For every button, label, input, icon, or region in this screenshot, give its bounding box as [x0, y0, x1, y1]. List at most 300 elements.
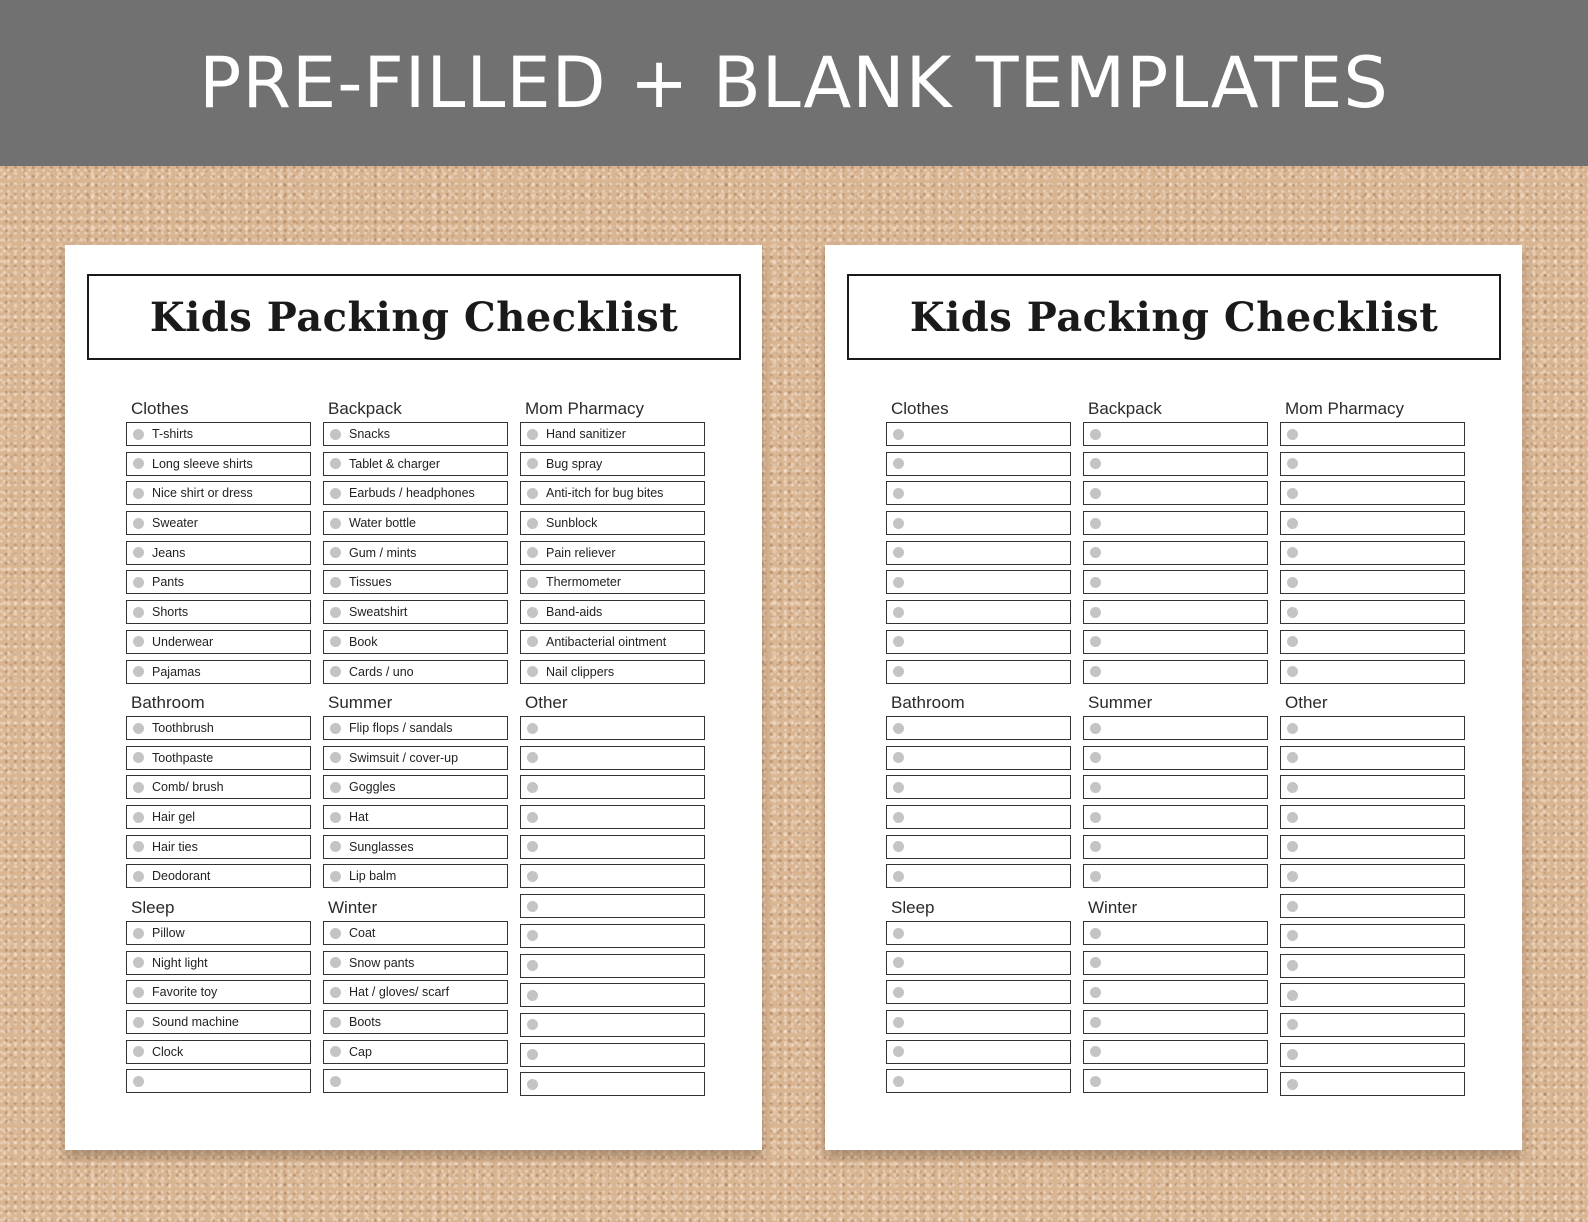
section-winter: [1083, 895, 1268, 1099]
checklist-item[interactable]: [1280, 600, 1465, 624]
checklist-item[interactable]: [520, 835, 705, 859]
checklist-item[interactable]: [1083, 541, 1268, 565]
checkbox-dot-icon[interactable]: [893, 1046, 904, 1057]
checklist-item[interactable]: [126, 511, 311, 535]
checkbox-dot-icon[interactable]: [330, 458, 341, 469]
checkbox-dot-icon[interactable]: [893, 429, 904, 440]
checkbox-dot-icon[interactable]: [527, 458, 538, 469]
checkbox-dot-icon[interactable]: [527, 666, 538, 677]
checklist-item[interactable]: [323, 951, 508, 975]
checklist-item[interactable]: [1280, 511, 1465, 535]
checkbox-dot-icon[interactable]: [527, 607, 538, 618]
checkbox-dot-icon[interactable]: [1090, 987, 1101, 998]
checkbox-dot-icon[interactable]: [1090, 1017, 1101, 1028]
checklist-item-label: Cap: [349, 1044, 372, 1059]
checkbox-dot-icon[interactable]: [1287, 488, 1298, 499]
section-heading: Mom Pharmacy: [1285, 399, 1405, 418]
checklist-item[interactable]: [126, 1040, 311, 1064]
checkbox-dot-icon[interactable]: [527, 547, 538, 558]
checkbox-dot-icon[interactable]: [1287, 960, 1298, 971]
checklist-item-label: Shorts: [152, 605, 189, 620]
checklist-item[interactable]: [1083, 570, 1268, 594]
checkbox-dot-icon[interactable]: [330, 841, 341, 852]
checkbox-dot-icon[interactable]: [1287, 782, 1298, 793]
checkbox-dot-icon[interactable]: [1090, 488, 1101, 499]
checkbox-dot-icon[interactable]: [893, 636, 904, 647]
checkbox-dot-icon[interactable]: [1090, 841, 1101, 852]
checkbox-dot-icon[interactable]: [133, 636, 144, 647]
checklist-item[interactable]: [1083, 511, 1268, 535]
checklist-item[interactable]: [886, 452, 1071, 476]
checkbox-dot-icon[interactable]: [893, 518, 904, 529]
checkbox-dot-icon[interactable]: [330, 812, 341, 823]
checkbox-dot-icon[interactable]: [893, 1076, 904, 1087]
section-other: [1280, 690, 1465, 1102]
section-heading: Summer: [1088, 693, 1153, 712]
checklist-item-label: Sunglasses: [349, 839, 414, 854]
checkbox-dot-icon[interactable]: [527, 1079, 538, 1090]
checklist-item-label: Toothpaste: [152, 750, 214, 765]
checkbox-dot-icon[interactable]: [1090, 928, 1101, 939]
checkbox-dot-icon[interactable]: [1090, 607, 1101, 618]
checklist-item[interactable]: [520, 452, 705, 476]
checkbox-dot-icon[interactable]: [133, 1046, 144, 1057]
checklist-item[interactable]: [1083, 980, 1268, 1004]
checklist-item[interactable]: [886, 716, 1071, 740]
checkbox-dot-icon[interactable]: [330, 957, 341, 968]
checklist-item-label: Hair gel: [152, 810, 196, 825]
checklist-item[interactable]: [1083, 1040, 1268, 1064]
checkbox-dot-icon[interactable]: [1287, 871, 1298, 882]
checklist-item-label: Sweater: [152, 516, 198, 531]
checklist-item[interactable]: [520, 864, 705, 888]
checklist-item[interactable]: [886, 1069, 1071, 1093]
checklist-item-label: Comb/ brush: [152, 780, 224, 795]
checklist-item[interactable]: [520, 600, 705, 624]
checkbox-dot-icon[interactable]: [527, 752, 538, 763]
checklist-item[interactable]: [126, 775, 311, 799]
checklist-item[interactable]: [126, 630, 311, 654]
checkbox-dot-icon[interactable]: [133, 1076, 144, 1087]
checklist-item[interactable]: [886, 600, 1071, 624]
checklist-item[interactable]: [886, 541, 1071, 565]
checkbox-dot-icon[interactable]: [133, 429, 144, 440]
checklist-item[interactable]: [1083, 660, 1268, 684]
checkbox-dot-icon[interactable]: [133, 782, 144, 793]
checkbox-dot-icon[interactable]: [527, 841, 538, 852]
checklist-item[interactable]: [886, 921, 1071, 945]
checkbox-dot-icon[interactable]: [330, 607, 341, 618]
checkbox-dot-icon[interactable]: [1090, 577, 1101, 588]
checklist-item[interactable]: [886, 1010, 1071, 1034]
checkbox-dot-icon[interactable]: [133, 547, 144, 558]
checklist-item[interactable]: [126, 716, 311, 740]
section-summer: [1083, 690, 1268, 894]
checklist-item[interactable]: [126, 600, 311, 624]
checklist-item[interactable]: [1280, 716, 1465, 740]
checklist-item-label: Hat: [349, 810, 369, 825]
checkbox-dot-icon[interactable]: [527, 1049, 538, 1060]
section-heading: Winter: [1088, 898, 1138, 917]
checklist-item[interactable]: [323, 630, 508, 654]
checkbox-dot-icon[interactable]: [1287, 577, 1298, 588]
checklist-item[interactable]: [886, 980, 1071, 1004]
checkbox-dot-icon[interactable]: [1090, 812, 1101, 823]
checklist-item[interactable]: [520, 541, 705, 565]
checkbox-dot-icon[interactable]: [893, 458, 904, 469]
checkbox-dot-icon[interactable]: [1090, 782, 1101, 793]
checkbox-dot-icon[interactable]: [330, 1076, 341, 1087]
checkbox-dot-icon[interactable]: [893, 488, 904, 499]
checklist-item[interactable]: [126, 570, 311, 594]
checklist-item[interactable]: [126, 660, 311, 684]
checkbox-dot-icon[interactable]: [1287, 752, 1298, 763]
checkbox-dot-icon[interactable]: [330, 782, 341, 793]
checkbox-dot-icon[interactable]: [330, 488, 341, 499]
checklist-item[interactable]: [126, 541, 311, 565]
checklist-item[interactable]: [886, 775, 1071, 799]
checklist-item[interactable]: [520, 511, 705, 535]
checklist-item-label: Sunblock: [546, 516, 598, 531]
checklist-item[interactable]: [1083, 951, 1268, 975]
checkbox-dot-icon[interactable]: [527, 901, 538, 912]
checklist-item[interactable]: [886, 864, 1071, 888]
checkbox-dot-icon[interactable]: [330, 666, 341, 677]
checkbox-dot-icon[interactable]: [527, 871, 538, 882]
checkbox-dot-icon[interactable]: [1287, 666, 1298, 677]
checkbox-dot-icon[interactable]: [527, 518, 538, 529]
checkbox-dot-icon[interactable]: [133, 607, 144, 618]
section-mom-pharmacy: [1280, 396, 1465, 689]
checkbox-dot-icon[interactable]: [1090, 666, 1101, 677]
checkbox-dot-icon[interactable]: [893, 987, 904, 998]
checkbox-dot-icon[interactable]: [330, 752, 341, 763]
checklist-item[interactable]: [323, 716, 508, 740]
checkbox-dot-icon[interactable]: [893, 871, 904, 882]
checkbox-dot-icon[interactable]: [330, 577, 341, 588]
checkbox-dot-icon[interactable]: [133, 1017, 144, 1028]
checkbox-dot-icon[interactable]: [133, 871, 144, 882]
checklist-item-label: Antibacterial ointment: [546, 634, 667, 649]
checklist-item[interactable]: [1083, 452, 1268, 476]
checkbox-dot-icon[interactable]: [1090, 429, 1101, 440]
section-heading: Clothes: [891, 399, 949, 418]
checklist-item[interactable]: [126, 1010, 311, 1034]
checklist-item[interactable]: [1280, 1043, 1465, 1067]
checklist-item[interactable]: [323, 746, 508, 770]
checklist-item[interactable]: [1083, 1069, 1268, 1093]
checkbox-dot-icon[interactable]: [527, 782, 538, 793]
checkbox-dot-icon[interactable]: [527, 723, 538, 734]
checkbox-dot-icon[interactable]: [133, 488, 144, 499]
checkbox-dot-icon[interactable]: [527, 960, 538, 971]
checkbox-dot-icon[interactable]: [1090, 547, 1101, 558]
checkbox-dot-icon[interactable]: [1287, 636, 1298, 647]
checklist-item[interactable]: [520, 746, 705, 770]
checklist-item[interactable]: [886, 570, 1071, 594]
checkbox-dot-icon[interactable]: [893, 752, 904, 763]
checklist-item[interactable]: [126, 921, 311, 945]
checkbox-dot-icon[interactable]: [133, 841, 144, 852]
checkbox-dot-icon[interactable]: [133, 928, 144, 939]
checkbox-dot-icon[interactable]: [1090, 636, 1101, 647]
checkbox-dot-icon[interactable]: [893, 957, 904, 968]
checkbox-dot-icon[interactable]: [330, 723, 341, 734]
checkbox-dot-icon[interactable]: [1287, 429, 1298, 440]
checklist-item[interactable]: [323, 511, 508, 535]
section-heading: Mom Pharmacy: [525, 399, 645, 418]
section-heading: Bathroom: [131, 693, 205, 712]
checkbox-dot-icon[interactable]: [1090, 518, 1101, 529]
checklist-item[interactable]: [1083, 481, 1268, 505]
section-mom-pharmacy: [520, 396, 705, 689]
checklist-item[interactable]: [1280, 570, 1465, 594]
checklist-item-label: Night light: [152, 955, 208, 970]
checklist-item[interactable]: [126, 980, 311, 1004]
checkbox-dot-icon[interactable]: [1287, 1019, 1298, 1030]
checkbox-dot-icon[interactable]: [330, 636, 341, 647]
checklist-item-label: Pain reliever: [546, 545, 616, 560]
checkbox-dot-icon[interactable]: [330, 871, 341, 882]
checklist-item[interactable]: [323, 452, 508, 476]
checkbox-dot-icon[interactable]: [1090, 458, 1101, 469]
checklist-item[interactable]: [1280, 983, 1465, 1007]
checkbox-dot-icon[interactable]: [133, 812, 144, 823]
checkbox-dot-icon[interactable]: [330, 987, 341, 998]
section-bathroom: [126, 690, 311, 894]
checkbox-dot-icon[interactable]: [133, 458, 144, 469]
checkbox-dot-icon[interactable]: [527, 577, 538, 588]
section-heading: Winter: [328, 898, 378, 917]
checkbox-dot-icon[interactable]: [330, 1017, 341, 1028]
checkbox-dot-icon[interactable]: [1287, 841, 1298, 852]
checkbox-dot-icon[interactable]: [133, 752, 144, 763]
checklist-item[interactable]: [1280, 805, 1465, 829]
title-box: [847, 274, 1501, 360]
checklist-item[interactable]: [323, 775, 508, 799]
checklist-item[interactable]: [323, 835, 508, 859]
checkbox-dot-icon[interactable]: [1090, 1046, 1101, 1057]
checklist-item[interactable]: [520, 1043, 705, 1067]
checklist-item[interactable]: [323, 1040, 508, 1064]
checklist-item[interactable]: [126, 835, 311, 859]
checkbox-dot-icon[interactable]: [893, 812, 904, 823]
checklist-item[interactable]: [1280, 660, 1465, 684]
checklist-item[interactable]: [886, 835, 1071, 859]
checklist-item[interactable]: [1083, 422, 1268, 446]
checkbox-dot-icon[interactable]: [1287, 607, 1298, 618]
checklist-item[interactable]: [886, 511, 1071, 535]
checkbox-dot-icon[interactable]: [527, 812, 538, 823]
checkbox-dot-icon[interactable]: [893, 841, 904, 852]
checklist-item[interactable]: [886, 805, 1071, 829]
checklist-item[interactable]: [126, 746, 311, 770]
checklist-item-label: Cards / uno: [349, 664, 414, 679]
checkbox-dot-icon[interactable]: [1287, 1049, 1298, 1060]
checkbox-dot-icon[interactable]: [893, 1017, 904, 1028]
section-summer: [323, 690, 508, 894]
checklist-item[interactable]: [520, 630, 705, 654]
checkbox-dot-icon[interactable]: [133, 987, 144, 998]
checklist-item[interactable]: [1280, 775, 1465, 799]
checklist-item[interactable]: [520, 660, 705, 684]
checklist-item[interactable]: [1280, 481, 1465, 505]
checkbox-dot-icon[interactable]: [133, 577, 144, 588]
checklist-item[interactable]: [126, 805, 311, 829]
checklist-item[interactable]: [323, 600, 508, 624]
checklist-item[interactable]: [1083, 1010, 1268, 1034]
checklist-item[interactable]: [886, 1040, 1071, 1064]
checklist-item[interactable]: [323, 1069, 508, 1093]
checklist-item[interactable]: [520, 775, 705, 799]
checklist-item[interactable]: [886, 951, 1071, 975]
checkbox-dot-icon[interactable]: [1287, 812, 1298, 823]
checklist-item[interactable]: [126, 951, 311, 975]
checklist-item[interactable]: [886, 660, 1071, 684]
banner: [0, 0, 1588, 166]
checkbox-dot-icon[interactable]: [330, 429, 341, 440]
checklist-item[interactable]: [1083, 835, 1268, 859]
checkbox-dot-icon[interactable]: [1287, 547, 1298, 558]
prefilled-checklist-sheet: [65, 245, 762, 1150]
checkbox-dot-icon[interactable]: [330, 547, 341, 558]
checklist-item[interactable]: [126, 422, 311, 446]
checklist-item[interactable]: [126, 864, 311, 888]
checkbox-dot-icon[interactable]: [893, 782, 904, 793]
section-sleep: [126, 895, 311, 1099]
checklist-item[interactable]: [1083, 746, 1268, 770]
checklist-item[interactable]: [323, 921, 508, 945]
sheet-title: Kids Packing Checklist: [909, 293, 1439, 341]
checklist-item[interactable]: [323, 980, 508, 1004]
checklist-item-label: Snow pants: [349, 955, 415, 970]
checklist-item[interactable]: [1280, 630, 1465, 654]
checklist-item[interactable]: [1280, 894, 1465, 918]
checklist-item[interactable]: [323, 481, 508, 505]
checkbox-dot-icon[interactable]: [893, 723, 904, 734]
checklist-item[interactable]: [1083, 805, 1268, 829]
checkbox-dot-icon[interactable]: [1287, 1079, 1298, 1090]
checkbox-dot-icon[interactable]: [133, 666, 144, 677]
checkbox-dot-icon[interactable]: [527, 488, 538, 499]
checkbox-dot-icon[interactable]: [1090, 1076, 1101, 1087]
checklist-item-label: Coat: [349, 926, 376, 940]
checklist-item[interactable]: [886, 746, 1071, 770]
section-clothes: [126, 396, 311, 689]
sheet-title: Kids Packing Checklist: [149, 293, 679, 341]
checklist-item[interactable]: [323, 864, 508, 888]
checklist-item[interactable]: [126, 452, 311, 476]
checkbox-dot-icon[interactable]: [1287, 458, 1298, 469]
checkbox-dot-icon[interactable]: [893, 666, 904, 677]
section-winter: [323, 895, 508, 1099]
checkbox-dot-icon[interactable]: [1287, 930, 1298, 941]
checklist-item[interactable]: [323, 660, 508, 684]
checklist-item-label: Water bottle: [349, 516, 416, 531]
checklist-item[interactable]: [323, 422, 508, 446]
checklist-item[interactable]: [1280, 924, 1465, 948]
checklist-item[interactable]: [1280, 864, 1465, 888]
checklist-item[interactable]: [1280, 835, 1465, 859]
checkbox-dot-icon[interactable]: [330, 1046, 341, 1057]
checklist-item[interactable]: [1280, 746, 1465, 770]
checkbox-dot-icon[interactable]: [1287, 723, 1298, 734]
checkbox-dot-icon[interactable]: [893, 928, 904, 939]
checklist-item[interactable]: [520, 954, 705, 978]
section-backpack: [1083, 396, 1268, 689]
checklist-item[interactable]: [520, 481, 705, 505]
checklist-item[interactable]: [323, 570, 508, 594]
section-backpack: [323, 396, 508, 689]
checklist-item[interactable]: [1280, 422, 1465, 446]
blank-checklist-sheet: [825, 245, 1522, 1150]
checklist-item[interactable]: [520, 422, 705, 446]
checklist-item[interactable]: [886, 481, 1071, 505]
checkbox-dot-icon[interactable]: [1090, 871, 1101, 882]
checklist-item[interactable]: [126, 481, 311, 505]
checkbox-dot-icon[interactable]: [1287, 901, 1298, 912]
checklist-item[interactable]: [886, 630, 1071, 654]
checklist-item[interactable]: [1083, 921, 1268, 945]
checkbox-dot-icon[interactable]: [330, 928, 341, 939]
checklist-item[interactable]: [1280, 1013, 1465, 1037]
checkbox-dot-icon[interactable]: [893, 577, 904, 588]
checklist-item[interactable]: [126, 1069, 311, 1093]
checklist-item[interactable]: [323, 1010, 508, 1034]
section-bathroom: [886, 690, 1071, 894]
checklist-item[interactable]: [1280, 1072, 1465, 1096]
checkbox-dot-icon[interactable]: [893, 547, 904, 558]
checklist-item[interactable]: [1083, 864, 1268, 888]
checklist-item[interactable]: [520, 1072, 705, 1096]
checklist-item[interactable]: [323, 805, 508, 829]
checkbox-dot-icon[interactable]: [1090, 957, 1101, 968]
checklist-item[interactable]: [1280, 541, 1465, 565]
checkbox-dot-icon[interactable]: [1287, 518, 1298, 529]
checkbox-dot-icon[interactable]: [330, 518, 341, 529]
checklist-item[interactable]: [1083, 630, 1268, 654]
checklist-item-label: Gum / mints: [349, 545, 417, 560]
checklist-item[interactable]: [520, 805, 705, 829]
checkbox-dot-icon[interactable]: [133, 957, 144, 968]
checklist-item[interactable]: [1280, 954, 1465, 978]
checklist-item[interactable]: [323, 541, 508, 565]
checkbox-dot-icon[interactable]: [133, 518, 144, 529]
checklist-item[interactable]: [520, 1013, 705, 1037]
checkbox-dot-icon[interactable]: [893, 607, 904, 618]
checklist-item[interactable]: [1083, 716, 1268, 740]
checklist-item[interactable]: [1083, 600, 1268, 624]
checklist-item[interactable]: [1083, 775, 1268, 799]
checkbox-dot-icon[interactable]: [1090, 723, 1101, 734]
checklist-item[interactable]: [520, 894, 705, 918]
checkbox-dot-icon[interactable]: [527, 1019, 538, 1030]
checklist-item[interactable]: [1280, 452, 1465, 476]
checklist-item[interactable]: [520, 983, 705, 1007]
checkbox-dot-icon[interactable]: [133, 723, 144, 734]
checkbox-dot-icon[interactable]: [527, 990, 538, 1001]
checkbox-dot-icon[interactable]: [527, 429, 538, 440]
checklist-item[interactable]: [886, 422, 1071, 446]
checklist-item-label: Goggles: [349, 780, 396, 795]
checkbox-dot-icon[interactable]: [1287, 990, 1298, 1001]
checklist-item[interactable]: [520, 924, 705, 948]
checklist-item[interactable]: [520, 570, 705, 594]
checkbox-dot-icon[interactable]: [1090, 752, 1101, 763]
checkbox-dot-icon[interactable]: [527, 930, 538, 941]
checklist-item[interactable]: [520, 716, 705, 740]
checkbox-dot-icon[interactable]: [527, 636, 538, 647]
